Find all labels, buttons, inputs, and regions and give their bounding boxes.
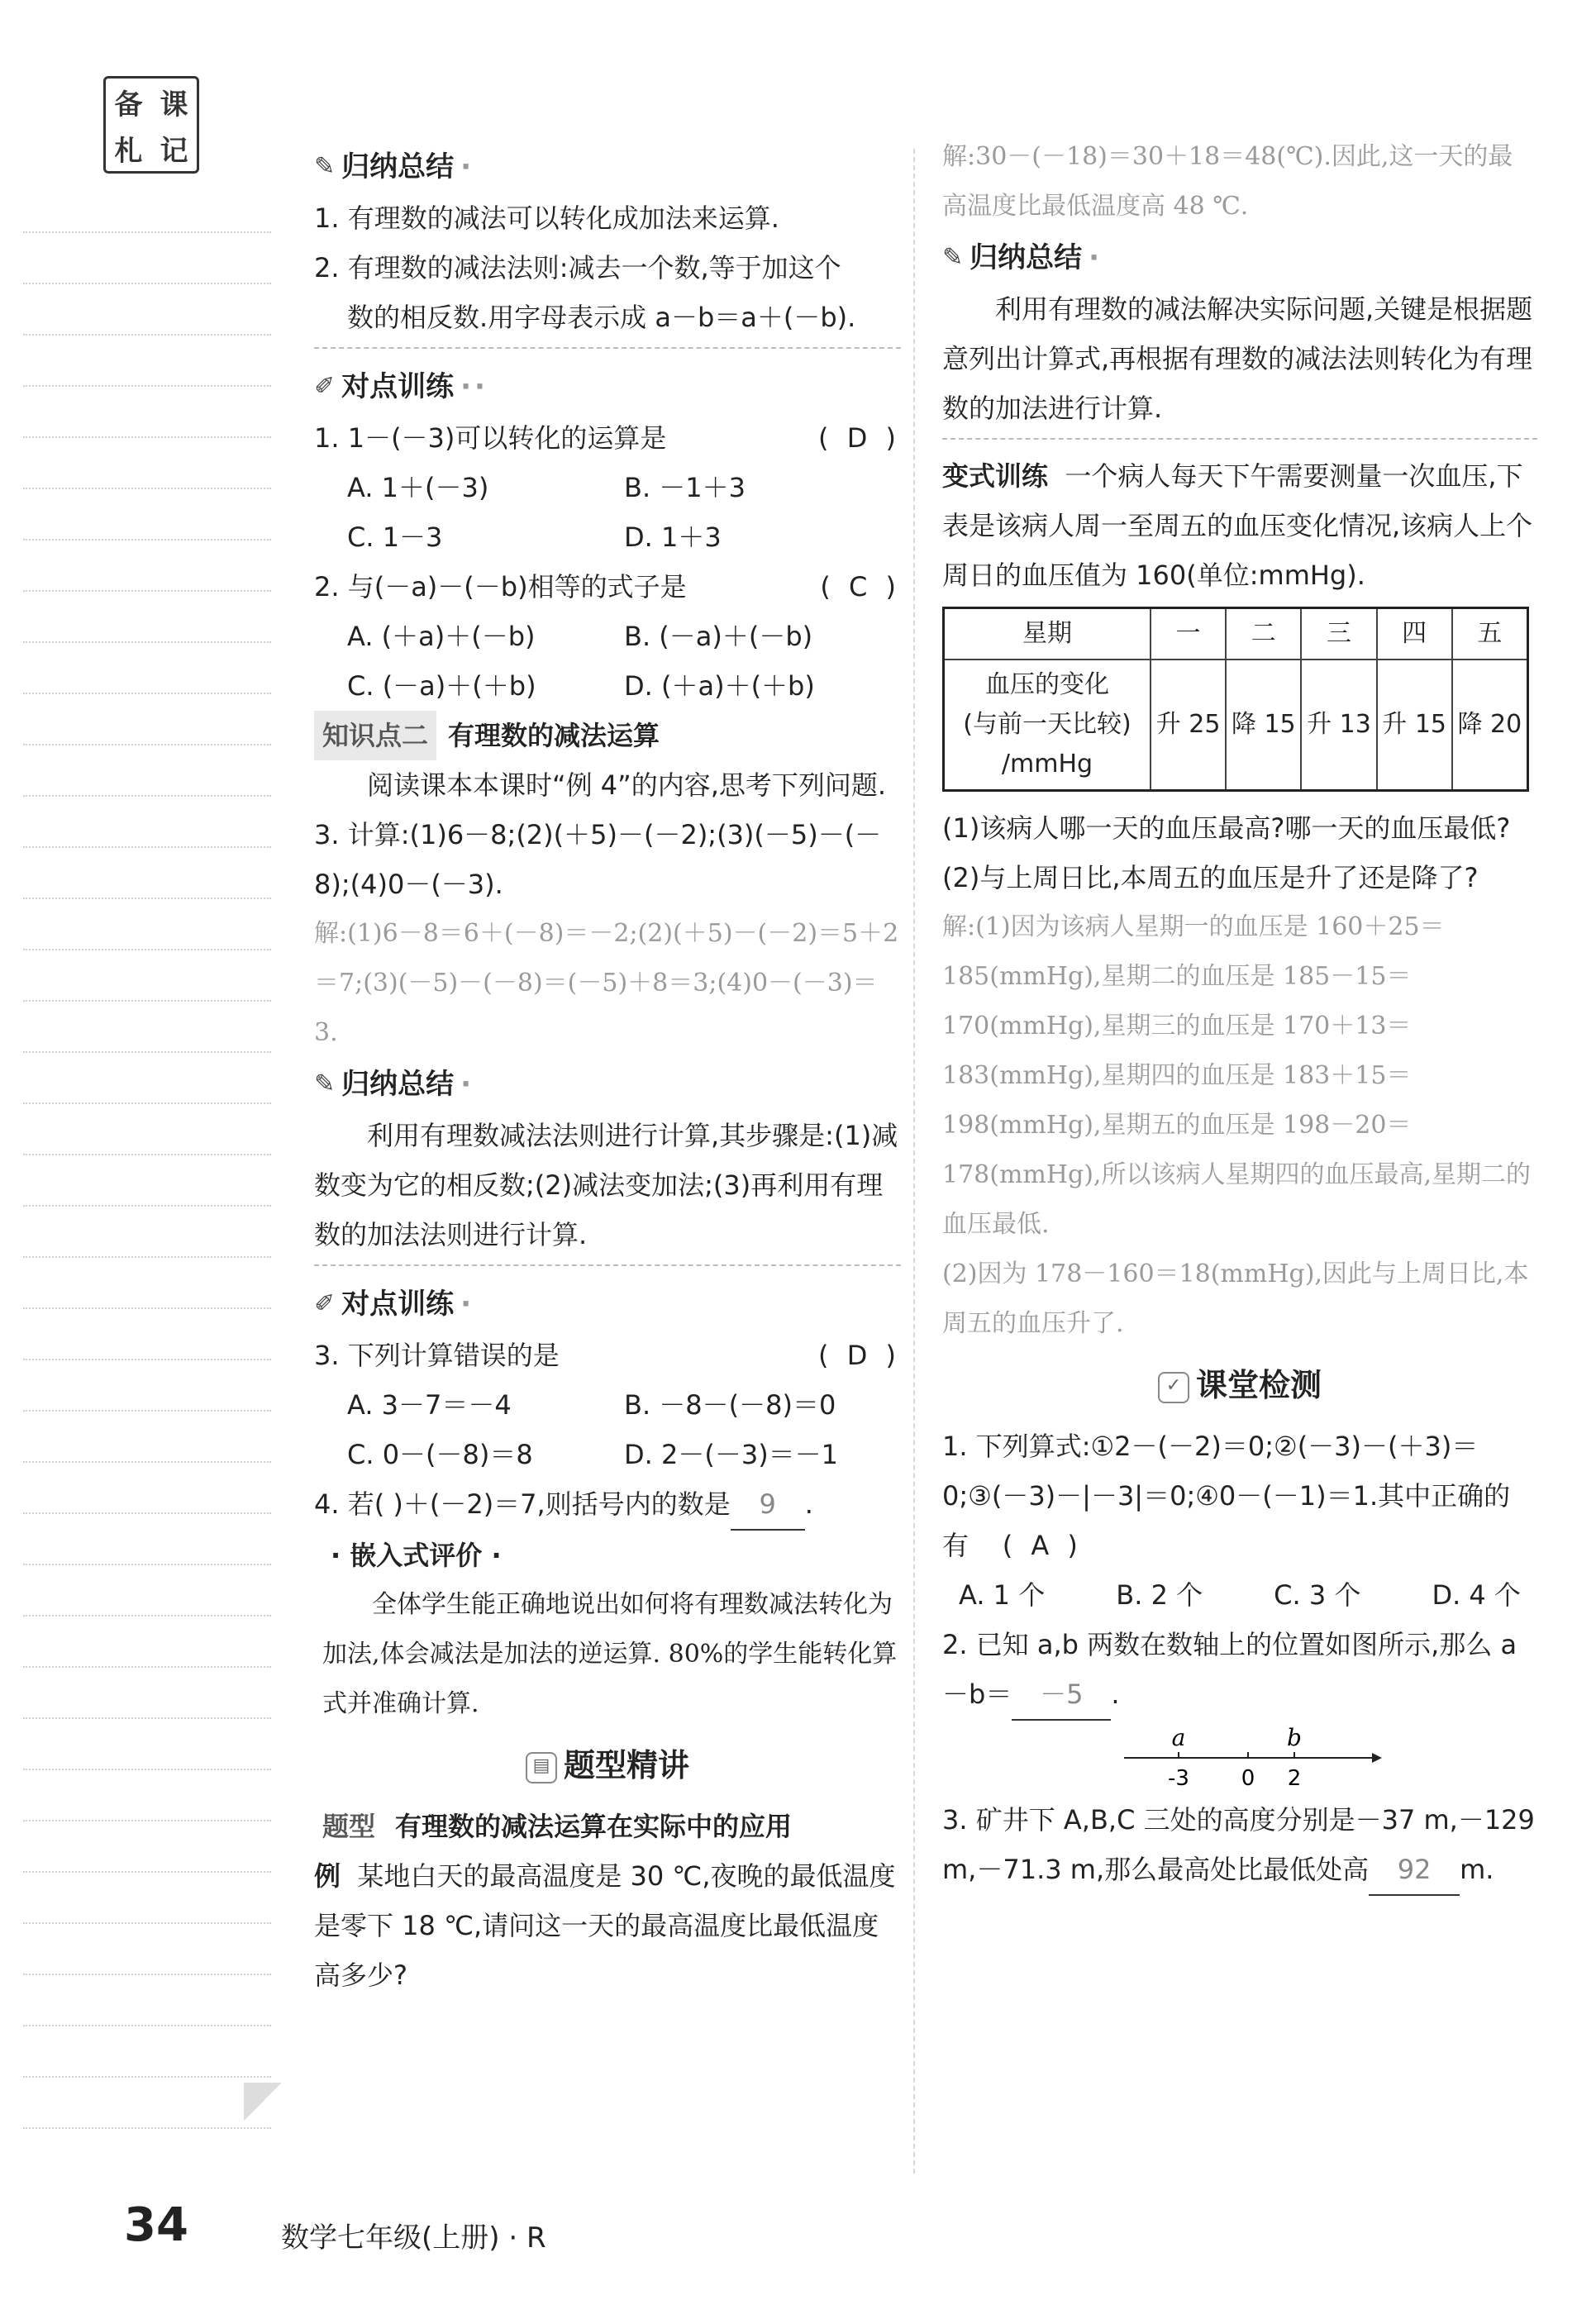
note-line: [23, 1410, 271, 1412]
left-column: [314, 140, 901, 2000]
book-title: 数学七年级(上册) · R: [281, 2221, 546, 2255]
note-line: [23, 488, 271, 489]
section-heading: [942, 1360, 1537, 1410]
number-line: [942, 1721, 1537, 1795]
note-line: [23, 1000, 271, 1002]
dots-icon: ··: [460, 370, 488, 403]
option: B. －8－(－8)＝0: [624, 1389, 836, 1421]
column-divider: [913, 149, 915, 2174]
question-stem: 4. 若( )＋(－2)＝7,则括号内的数是: [314, 1488, 731, 1520]
table-header-cell: 三: [1301, 608, 1376, 660]
point-b-label: b: [1287, 1724, 1302, 1751]
option: C. 0－(－8)＝8: [347, 1439, 533, 1470]
note-line: [23, 2076, 271, 2078]
question: [314, 1479, 901, 1531]
note-line: [23, 231, 271, 233]
option: D. 4 个: [1432, 1579, 1521, 1611]
summary-heading: [314, 1058, 901, 1111]
note-line: [23, 1615, 271, 1617]
table-row: [944, 660, 1528, 791]
answer-text: (2)因为 178－160＝18(mmHg),因此与上周日比,本周五的血压升了.: [942, 1259, 1529, 1338]
option: D. (＋a)＋(＋b): [624, 670, 815, 702]
answer-paren: ( C ): [820, 571, 901, 602]
summary-heading: [942, 231, 1537, 284]
divider: [942, 438, 1537, 440]
note-line: [23, 744, 271, 745]
type-title: 有理数的减法运算在实际中的应用: [395, 1811, 793, 1842]
question: [942, 1620, 1537, 1721]
note-line: [23, 1512, 271, 1514]
question: [314, 413, 901, 463]
label-line: 血压的变化: [985, 670, 1109, 699]
question-stem: 2. 与(－a)－(－b)相等的式子是: [314, 571, 687, 602]
pencil-icon: ✐: [314, 372, 336, 401]
summary-heading: [314, 140, 901, 193]
dots-icon: ·: [460, 1068, 475, 1101]
notes-stamp: [103, 76, 199, 174]
section-title: 题型精讲: [563, 1747, 689, 1783]
type-heading: [314, 1802, 901, 1851]
note-line: [23, 1051, 271, 1053]
option: A. 1＋(－3): [347, 472, 489, 503]
note-line: [23, 1820, 271, 1821]
answer-text: 解:(1)6－8＝6＋(－8)＝－2;(2)(＋5)－(－2)＝5＋2＝7;(3)(－5)－(－8)＝(－5)＋8＝3;(4)0－(－3)＝3.: [314, 919, 899, 1047]
stamp-char: 课: [160, 88, 188, 121]
answer-text: 解:(1)因为该病人星期一的血压是 160＋25＝185(mmHg),星期二的血压是 185－15＝170(mmHg),星期三的血压是 170＋13＝183(mmHg),星期四的血压是 183＋15＝198(mmHg),星期五的血压是 198－20＝178(mmHg),所以该病人星期四的血压最高,星期二的血压最低.: [942, 912, 1532, 1239]
question-stem: 1. 下列算式:①2－(－2)＝0;②(－3)－(＋3)＝0;③(－3)－|－3|＝0;④0－(－1)＝1.其中正确的有: [942, 1431, 1511, 1561]
option: B. (－a)＋(－b): [624, 621, 813, 652]
practice-heading: [314, 1278, 901, 1331]
note-line: [23, 1461, 271, 1463]
answer-blank: －5: [1012, 1669, 1111, 1721]
table-row: [944, 608, 1528, 660]
table-cell: 降 15: [1226, 660, 1301, 791]
pencil-icon: ✐: [314, 1289, 336, 1318]
answer-text: 解:30－(－18)＝30＋18＝48(℃).因此,这一天的最高温度比最低温度高 48 ℃.: [942, 142, 1513, 221]
note-line: [23, 1871, 271, 1873]
note-line: [23, 334, 271, 336]
table-cell: 升 15: [1377, 660, 1452, 791]
option: C. 1－3: [347, 521, 443, 553]
table-cell: 升 13: [1301, 660, 1376, 791]
page-number: 34: [124, 2198, 188, 2252]
table-row-label: [944, 660, 1151, 791]
note-line: [23, 1256, 271, 1258]
summary-item: 数的相反数.用字母表示成 a－b＝a＋(－b).: [347, 302, 856, 333]
question: [942, 1421, 1537, 1570]
blood-pressure-table: [942, 607, 1529, 792]
note-line: [23, 1205, 271, 1207]
page-corner-decoration: [244, 2083, 282, 2121]
option: A. (＋a)＋(－b): [347, 621, 536, 652]
note-line: [23, 693, 271, 694]
variant: [942, 451, 1537, 600]
options-row: [314, 512, 901, 562]
divider: [314, 347, 901, 349]
note-line: [23, 283, 271, 284]
knowledge-point-title: 有理数的减法运算: [448, 720, 660, 751]
question-end: m.: [1460, 1854, 1494, 1885]
options-row: [942, 1570, 1537, 1620]
embed-eval-title: · 嵌入式评价 ·: [331, 1540, 502, 1571]
question-stem: 1. 1－(－3)可以转化的运算是: [314, 422, 667, 454]
answer-blank: 9: [731, 1479, 805, 1531]
question-stem: (1)该病人哪一天的血压最高?哪一天的血压最低?: [942, 812, 1511, 844]
reading-text: 阅读课本本课时“例 4”的内容,思考下列问题.: [367, 769, 887, 801]
note-line: [23, 2127, 271, 2129]
note-line: [23, 539, 271, 540]
note-line: [23, 2025, 271, 2026]
dots-icon: ·: [460, 1288, 475, 1321]
answer-paren: ( A ): [1002, 1530, 1083, 1561]
practice-heading: [314, 360, 901, 413]
note-line: [23, 1974, 271, 1975]
practice-title: 对点训练: [341, 370, 455, 403]
question: [314, 562, 901, 612]
table-cell: 降 20: [1452, 660, 1528, 791]
note-line: [23, 1359, 271, 1360]
options-row: [314, 661, 901, 711]
book-icon: ▤: [526, 1752, 557, 1783]
options-row: [314, 612, 901, 661]
knowledge-point-heading: [314, 711, 901, 760]
point-a-label: a: [1171, 1724, 1186, 1751]
note-line: [23, 1922, 271, 1924]
answer-paren: ( D ): [818, 422, 901, 454]
table-cell: 升 25: [1151, 660, 1226, 791]
option: B. 2 个: [1116, 1579, 1203, 1611]
practice-title: 对点训练: [341, 1288, 455, 1321]
example-text: 某地白天的最高温度是 30 ℃,夜晚的最低温度是零下 18 ℃,请问这一天的最高温度比最低温度高多少?: [314, 1860, 896, 1991]
note-line: [23, 641, 271, 643]
answer-paren: ( D ): [818, 1340, 901, 1371]
note-line: [23, 436, 271, 438]
table-header-cell: 五: [1452, 608, 1528, 660]
embed-eval-text: 全体学生能正确地说出如何将有理数减法转化为加法,体会减法是加法的逆运算. 80%的学生能转化算式并准确计算.: [322, 1590, 898, 1718]
answer-blank: 92: [1369, 1845, 1460, 1896]
question-stem: 3. 下列计算错误的是: [314, 1340, 560, 1371]
summary-title: 归纳总结: [970, 241, 1083, 274]
options-row: [314, 463, 901, 512]
options-row: [314, 1380, 901, 1430]
tick-label: 2: [1287, 1766, 1302, 1791]
note-line: [23, 590, 271, 592]
table-header-cell: 一: [1151, 608, 1226, 660]
question: [942, 1795, 1537, 1896]
stamp-char: 记: [160, 134, 188, 168]
question-end: .: [804, 1488, 813, 1520]
stamp-char: 备: [114, 88, 143, 121]
divider: [314, 1264, 901, 1266]
note-line: [23, 1154, 271, 1155]
summary-text: 利用有理数减法法则进行计算,其步骤是:(1)减数变为它的相反数;(2)减法变加法;(3)再利用有理数的加法法则进行计算.: [314, 1120, 898, 1250]
options-row: [314, 1430, 901, 1479]
dots-icon: ·: [460, 150, 475, 183]
option: C. 3 个: [1274, 1579, 1361, 1611]
note-line: [23, 385, 271, 387]
section-heading: [314, 1740, 901, 1790]
summary-title: 归纳总结: [341, 1068, 455, 1101]
tick-label: 0: [1241, 1766, 1255, 1791]
option: D. 1＋3: [624, 521, 722, 553]
example-label: 例: [314, 1860, 341, 1892]
label-line: /mmHg: [1001, 750, 1093, 779]
knowledge-point-badge: 知识点二: [314, 711, 436, 760]
example: [314, 1851, 901, 2000]
note-line: [23, 898, 271, 899]
leaf-icon: ✎: [314, 152, 336, 181]
note-line: [23, 795, 271, 797]
summary-item: 1. 有理数的减法可以转化成加法来运算.: [314, 202, 779, 234]
option: D. 2－(－3)＝－1: [624, 1439, 839, 1470]
variant-label: 变式训练: [942, 460, 1049, 492]
question: [314, 1331, 901, 1380]
note-line: [23, 1666, 271, 1668]
table-header-cell: 四: [1377, 608, 1452, 660]
check-icon: ✓: [1158, 1372, 1189, 1403]
note-line: [23, 1102, 271, 1104]
leaf-icon: ✎: [314, 1069, 336, 1098]
summary-title: 归纳总结: [341, 150, 455, 183]
note-line: [23, 1769, 271, 1770]
summary-item: 2. 有理数的减法法则:减去一个数,等于加这个: [314, 252, 841, 283]
label-line: (与前一天比较): [963, 710, 1131, 739]
stamp-char: 札: [114, 134, 143, 168]
variant-text: 一个病人每天下午需要测量一次血压,下表是该病人周一至周五的血压变化情况,该病人上个周日的血压值为 160(单位:mmHg).: [942, 460, 1533, 591]
option: B. －1＋3: [624, 472, 746, 503]
summary-text: 利用有理数的减法解决实际问题,关键是根据题意列出计算式,再根据有理数的减法法则转化为有理数的加法进行计算.: [942, 293, 1533, 424]
question-stem: 2. 已知 a,b 两数在数轴上的位置如图所示,那么 a－b＝: [942, 1629, 1517, 1710]
right-column: [942, 140, 1537, 1896]
section-title: 课堂检测: [1195, 1367, 1322, 1403]
dots-icon: ·: [1089, 241, 1103, 274]
note-line: [23, 949, 271, 950]
option: A. 1 个: [959, 1579, 1046, 1611]
question-end: .: [1111, 1679, 1120, 1710]
option: A. 3－7＝－4: [347, 1389, 512, 1421]
table-header-cell: 星期: [944, 608, 1151, 660]
table-header-cell: 二: [1226, 608, 1301, 660]
note-line: [23, 1717, 271, 1719]
note-line: [23, 1564, 271, 1565]
note-line: [23, 846, 271, 848]
option: C. (－a)＋(＋b): [347, 670, 536, 702]
question-stem: (2)与上周日比,本周五的血压是升了还是降了?: [942, 862, 1479, 893]
question-stem: 3. 矿井下 A,B,C 三处的高度分别是－37 m,－129 m,－71.3 m,那么最高处比最低处高: [942, 1804, 1535, 1885]
note-line: [23, 1307, 271, 1309]
question-stem: 3. 计算:(1)6－8;(2)(＋5)－(－2);(3)(－5)－(－8);(4)0－(－3).: [314, 819, 882, 900]
tick-label: -3: [1168, 1766, 1189, 1791]
type-badge: 题型: [322, 1811, 376, 1842]
leaf-icon: ✎: [942, 243, 964, 272]
